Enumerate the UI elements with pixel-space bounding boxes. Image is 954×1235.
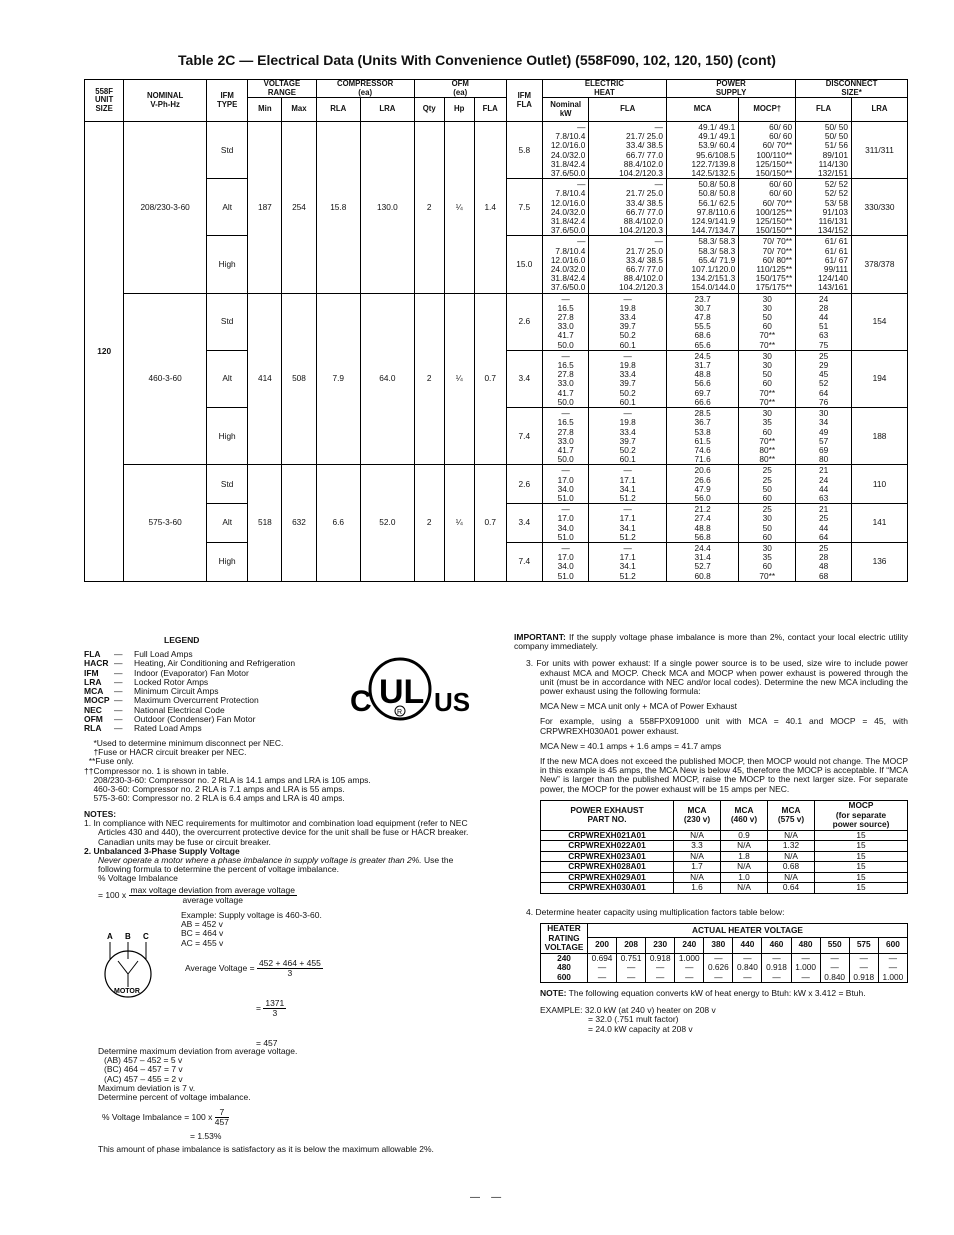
- legend-item: NEC — National Electrical Code: [84, 704, 225, 715]
- ofm-fla-cell: 0.7: [474, 465, 506, 581]
- qty-cell: 2: [414, 122, 444, 294]
- heat-fla-cell: — 21.7/ 25.0 33.4/ 38.5 66.7/ 77.0 88.4/102.0 104.2/120.3: [589, 236, 667, 293]
- disc-fla-cell: 21 24 44 63: [796, 465, 852, 504]
- min-cell: 518: [248, 465, 282, 581]
- ifm-fla-cell: 15.0: [506, 236, 542, 293]
- disc-lra-cell: 136: [852, 542, 908, 581]
- ifm-fla-cell: 5.8: [506, 122, 542, 179]
- kw-cell: — 16.5 27.8 33.0 41.7 50.0: [542, 293, 589, 350]
- voltage-col: 230: [646, 937, 675, 953]
- disc-lra-cell: 194: [852, 350, 908, 407]
- disc-lra-cell: 110: [852, 465, 908, 504]
- voltage-col: 480: [791, 937, 820, 953]
- table-row: [85, 465, 908, 504]
- mca-cell: 50.8/ 50.8 50.8/ 50.8 56.1/ 62.5 97.8/110.6 124.9/141.9 144.7/134.7: [666, 179, 738, 236]
- footnotes: *Used to determine minimum disconnect per NEC. †Fuse or HACR circuit breaker per NEC. **Fuse only. ††Compressor no. 1 is shown in table. 208/230-3-60: Compressor no. 2 RLA is 14.1 amps and LRA is 105 amps. 460-3-60: Compressor no. 2 RLA is 7.1 amps and LRA is 55 amps. 575-3-60: Compressor no. 2 RLA is 6.4 amps and LRA is 40 amps.: [84, 738, 371, 804]
- mca-new-formula: MCA New = MCA unit only + MCA of Power Exhaust: [540, 701, 737, 712]
- ul-c-text: C: [350, 685, 372, 718]
- note-1: 1. In compliance with NEC requirements for multimotor and combination load equipment (refer to NEC Articles 430 and 440), the overcurrent protective device for the unit shall be fuse or HACR breaker. Canadian units may be fuse or circuit breaker.: [84, 818, 469, 847]
- note-2-body: Never operate a motor where a phase imbalance in supply voltage is greater than 2%. Use the following formula to determine the percent of voltage imbalance.: [98, 855, 454, 875]
- disc-fla-cell: 50/ 50 50/ 50 51/ 56 89/101 114/130 132/151: [796, 122, 852, 179]
- pe-header: POWER EXHAUST PART NO.: [541, 800, 674, 830]
- ifm-fla-cell: 7.4: [506, 408, 542, 465]
- mocp-cell: 60/ 60 60/ 60 60/ 70** 100/110** 125/150** 150/150**: [739, 122, 796, 179]
- example-text: Example: Supply voltage is 460-3-60. AB = 452 v BC = 464 v AC = 455 v: [181, 910, 322, 948]
- mocp-cell: 25 25 50 60: [739, 465, 796, 504]
- kw-cell: — 7.8/10.4 12.0/16.0 24.0/32.0 31.8/42.4 37.6/50.0: [542, 122, 589, 179]
- col-disconnect: DISCONNECT SIZE*: [796, 80, 908, 98]
- mca-cell: 24.4 31.4 52.7 60.8: [666, 542, 738, 581]
- mca-cell: 20.6 26.6 47.9 56.0: [666, 465, 738, 504]
- col-ifm-fla: IFM FLA: [506, 80, 542, 122]
- heat-fla-cell: — 21.7/ 25.0 33.4/ 38.5 66.7/ 77.0 88.4/102.0 104.2/120.3: [589, 179, 667, 236]
- electrical-data-table: [84, 79, 908, 582]
- col-mca: MCA: [666, 98, 738, 122]
- voltage-col: 240: [675, 937, 704, 953]
- mocp-cell: 60/ 60 60/ 60 60/ 70** 100/125** 125/150** 150/150**: [739, 179, 796, 236]
- ifm-fla-cell: 3.4: [506, 504, 542, 543]
- disc-lra-cell: 330/330: [852, 179, 908, 236]
- notes-heading: NOTES:: [84, 809, 117, 819]
- svg-text:B: B: [125, 932, 131, 942]
- voltage-col: 550: [820, 937, 849, 953]
- actual-voltage-header: ACTUAL HEATER VOLTAGE: [588, 924, 908, 938]
- heat-fla-cell: — 21.7/ 25.0 33.4/ 38.5 66.7/ 77.0 88.4/102.0 104.2/120.3: [589, 122, 667, 179]
- cul-us-logo-icon: [346, 655, 471, 725]
- table-row: [85, 293, 908, 350]
- disc-fla-cell: 52/ 52 52/ 52 53/ 58 91/103 116/131 134/152: [796, 179, 852, 236]
- mca-cell: 28.5 36.7 53.8 61.5 74.6 71.6: [666, 408, 738, 465]
- ifm-type-cell: High: [206, 236, 247, 293]
- col-fla: FLA: [474, 98, 506, 122]
- disc-fla-cell: 25 28 48 68: [796, 542, 852, 581]
- disc-lra-cell: 311/311: [852, 122, 908, 179]
- ul-us-text: US: [434, 687, 471, 717]
- page-number: — —: [470, 1192, 502, 1203]
- legend-item: MOCP — Maximum Overcurrent Protection: [84, 695, 259, 706]
- lra-cell: 52.0: [361, 465, 415, 581]
- ifm-fla-cell: 3.4: [506, 350, 542, 407]
- imbalance-result: = 1.53%: [190, 1130, 222, 1141]
- qty-cell: 2: [414, 293, 444, 465]
- avg-voltage-formula: Average Voltage = $\frac{452 + 464 + 455}{3}$: [185, 958, 321, 979]
- ifm-fla-cell: 2.6: [506, 465, 542, 504]
- kw-cell: — 16.5 27.8 33.0 41.7 50.0: [542, 408, 589, 465]
- voltage-col: 380: [704, 937, 733, 953]
- heater-factor-table: [540, 923, 908, 983]
- qty-cell: 2: [414, 465, 444, 581]
- svg-text:MOTOR: MOTOR: [114, 988, 140, 996]
- disc-lra-cell: 141: [852, 504, 908, 543]
- heat-fla-cell: — 17.1 34.1 51.2: [589, 465, 667, 504]
- heat-fla-cell: — 19.8 33.4 39.7 50.2 60.1: [589, 293, 667, 350]
- min-cell: 187: [248, 122, 282, 294]
- voltage-cell: 460-3-60: [124, 293, 207, 465]
- mca-cell: 49.1/ 49.1 49.1/ 49.1 53.9/ 60.4 95.6/108.5 122.7/139.8 142.5/132.5: [666, 122, 738, 179]
- mca-cell: 21.2 27.4 48.8 56.8: [666, 504, 738, 543]
- table-row: CRPWREXH029A01 N/A 1.0 N/A 15: [541, 872, 908, 883]
- col-ofm: OFM (ea): [414, 80, 506, 98]
- legend: [84, 650, 295, 734]
- voltage-col: 460: [762, 937, 791, 953]
- mca-cell: 58.3/ 58.3 58.3/ 58.3 65.4/ 71.9 107.1/120.0 134.2/151.3 154.0/144.0: [666, 236, 738, 293]
- ifm-fla-cell: 7.4: [506, 542, 542, 581]
- ifm-type-cell: Alt: [206, 350, 247, 407]
- ofm-fla-cell: 1.4: [474, 122, 506, 294]
- col-qty: Qty: [414, 98, 444, 122]
- svg-text:C: C: [143, 932, 149, 942]
- kw-cell: — 7.8/10.4 12.0/16.0 24.0/32.0 31.8/42.4 37.6/50.0: [542, 236, 589, 293]
- mocp-cell: 30 30 50 60 70** 70**: [739, 350, 796, 407]
- legend-item: IFM — Indoor (Evaporator) Fan Motor: [84, 667, 249, 678]
- deviation-section: Determine maximum deviation from average voltage. (AB) 457 – 452 = 5 v (BC) 464 – 457 = 7 v (AC) 457 – 455 = 2 v Maximum deviation is 7 v. Determine percent of voltage imbalance.: [98, 1046, 298, 1103]
- disc-lra-cell: 154: [852, 293, 908, 350]
- kw-cell: — 7.8/10.4 12.0/16.0 24.0/32.0 31.8/42.4 37.6/50.0: [542, 179, 589, 236]
- lra-cell: 130.0: [361, 122, 415, 294]
- btuh-note: NOTE: The following equation converts kW of heat energy to Btuh: kW x 3.412 = Btuh.: [540, 988, 866, 999]
- note-2-title: 2. Unbalanced 3-Phase Supply Voltage: [84, 845, 240, 856]
- important-note: IMPORTANT: If the supply voltage phase imbalance is more than 2%, contact your local electric utility company immediately.: [514, 632, 908, 652]
- pe-header: MCA (575 v): [768, 800, 815, 830]
- disc-fla-cell: 25 29 45 52 64 76: [796, 350, 852, 407]
- ifm-type-cell: Std: [206, 122, 247, 179]
- power-exhaust-table: [540, 800, 908, 894]
- col-rla: RLA: [316, 98, 360, 122]
- heater-rating-header: HEATER RATING VOLTAGE: [541, 924, 588, 954]
- avg-voltage-step: = $\frac{1371}{3}$: [256, 998, 285, 1019]
- table-row: CRPWREXH022A01 3.3 N/A 1.32 15: [541, 841, 908, 852]
- pe-header: MCA (230 v): [674, 800, 721, 830]
- mocp-paragraph: If the new MCA does not exceed the published MOCP, then MOCP would not change. The MOCP in this example is 45 amps, the MCA New is below 45, therefore the MOCP is acceptable. If “MCA New” is larger than the published MOCP, raise the MOCP to the next larger size. For separate power, the MOCP for the power exhaust will be 15 amps per NEC.: [540, 756, 908, 794]
- lra-cell: 64.0: [361, 293, 415, 465]
- heat-fla-cell: — 19.8 33.4 39.7 50.2 60.1: [589, 350, 667, 407]
- voltage-col: 208: [617, 937, 646, 953]
- table-row: 240 480 600 0.694 — — 0.751 — — 0.918 — — 1.000 — — — 0.626 — — 0.840 — — 0.918 — — 1.000 — — — 0.840 — — 0.918 — — 1.000: [541, 953, 908, 983]
- ul-reg-text: R: [397, 709, 403, 716]
- col-disc-lra: LRA: [852, 98, 908, 122]
- rla-cell: 7.9: [316, 293, 360, 465]
- page-title: Table 2C — Electrical Data (Units With Convenience Outlet) (558F090, 102, 120, 150) (cont): [178, 52, 776, 68]
- ifm-type-cell: High: [206, 542, 247, 581]
- col-electric-heat: ELECTRIC HEAT: [542, 80, 666, 98]
- ifm-fla-cell: 7.5: [506, 179, 542, 236]
- rla-cell: 6.6: [316, 465, 360, 581]
- col-disc-fla: FLA: [796, 98, 852, 122]
- mocp-cell: 30 30 50 60 70** 70**: [739, 293, 796, 350]
- ifm-type-cell: Std: [206, 465, 247, 504]
- col-ifm-type: IFM TYPE: [206, 80, 247, 122]
- col-mocp: MOCP†: [739, 98, 796, 122]
- notes-section: [84, 810, 479, 1154]
- note-4: 4. Determine heater capacity using multiplication factors table below:: [526, 906, 785, 917]
- mca-cell: 23.7 30.7 47.8 55.5 68.6 65.6: [666, 293, 738, 350]
- table-row: CRPWREXH021A01 N/A 0.9 N/A 15: [541, 830, 908, 841]
- kw-cell: — 16.5 27.8 33.0 41.7 50.0: [542, 350, 589, 407]
- legend-item: LRA — Locked Rotor Amps: [84, 676, 209, 687]
- mca-cell: 24.5 31.7 48.8 56.6 69.7 66.6: [666, 350, 738, 407]
- legend-heading: LEGEND: [164, 635, 200, 645]
- mocp-cell: 70/ 70** 70/ 70** 60/ 80** 110/125** 150/175** 175/175**: [739, 236, 796, 293]
- col-unit-size: 558F UNIT SIZE: [85, 80, 124, 122]
- svg-text:A: A: [107, 932, 113, 942]
- col-hp: Hp: [444, 98, 474, 122]
- imbalance-formula: = 100 x $\frac{\text{max voltage deviation from average voltage}}{\text{average voltage}}$: [98, 884, 295, 905]
- voltage-col: 575: [849, 937, 878, 953]
- hp-cell: ¼: [444, 293, 474, 465]
- max-cell: 632: [282, 465, 316, 581]
- mocp-cell: 30 35 60 70**: [739, 542, 796, 581]
- legend-item: RLA — Rated Load Amps: [84, 723, 202, 734]
- voltage-col: 200: [588, 937, 617, 953]
- min-cell: 414: [248, 293, 282, 465]
- max-cell: 508: [282, 293, 316, 465]
- voltage-col: 440: [733, 937, 762, 953]
- pct-imbalance-label: % Voltage Imbalance: [98, 873, 178, 884]
- ifm-type-cell: Alt: [206, 504, 247, 543]
- disc-fla-cell: 21 25 44 64: [796, 504, 852, 543]
- col-nominal-kw: Nominal kW: [542, 98, 589, 122]
- kw-cell: — 17.0 34.0 51.0: [542, 465, 589, 504]
- avg-voltage-result: = 457: [256, 1038, 278, 1049]
- disc-lra-cell: 188: [852, 408, 908, 465]
- col-heat-fla: FLA: [589, 98, 667, 122]
- table-row: CRPWREXH023A01 N/A 1.8 N/A 15: [541, 851, 908, 862]
- hp-cell: ¼: [444, 122, 474, 294]
- col-lra: LRA: [361, 98, 415, 122]
- heat-fla-cell: — 17.1 34.1 51.2: [589, 504, 667, 543]
- right-column: [514, 633, 908, 1034]
- legend-item: OFM — Outdoor (Condenser) Fan Motor: [84, 714, 256, 725]
- mocp-cell: 30 35 60 70** 80** 80**: [739, 408, 796, 465]
- col-voltage-range: VOLTAGE RANGE: [248, 80, 316, 98]
- power-exhaust-example: For example, using a 558FPX091000 unit with MCA = 40.1 and MOCP = 45, with CRPWREXH030A01 power exhaust.: [540, 716, 908, 736]
- mca-new-calc: MCA New = 40.1 amps + 1.6 amps = 41.7 amps: [540, 740, 722, 751]
- heat-fla-cell: — 19.8 33.4 39.7 50.2 60.1: [589, 408, 667, 465]
- ofm-fla-cell: 0.7: [474, 293, 506, 465]
- voltage-cell: 208/230-3-60: [124, 122, 207, 294]
- col-min: Min: [248, 98, 282, 122]
- hp-cell: ¼: [444, 465, 474, 581]
- col-nominal: NOMINAL V-Ph-Hz: [124, 80, 207, 122]
- heat-fla-cell: — 17.1 34.1 51.2: [589, 542, 667, 581]
- heater-example: EXAMPLE: 32.0 kW (at 240 v) heater on 208 v = 32.0 (.751 mult factor) = 24.0 kW capacity at 208 v: [540, 1005, 716, 1034]
- mocp-cell: 25 30 50 60: [739, 504, 796, 543]
- rla-cell: 15.8: [316, 122, 360, 294]
- legend-item: HACR — Heating, Air Conditioning and Refrigeration: [84, 658, 296, 669]
- ifm-type-cell: Std: [206, 293, 247, 350]
- col-power-supply: POWER SUPPLY: [666, 80, 795, 98]
- ifm-fla-cell: 2.6: [506, 293, 542, 350]
- ifm-type-cell: High: [206, 408, 247, 465]
- table-row: [85, 122, 908, 179]
- motor-diagram-icon: [98, 929, 160, 1001]
- ul-center-text: UL: [379, 673, 425, 711]
- table-row: CRPWREXH028A01 1.7 N/A 0.68 15: [541, 862, 908, 873]
- voltage-col: 600: [878, 937, 907, 953]
- col-max: Max: [282, 98, 316, 122]
- disc-fla-cell: 61/ 61 61/ 61 61/ 67 99/111 124/140 143/161: [796, 236, 852, 293]
- disc-fla-cell: 30 34 49 57 69 80: [796, 408, 852, 465]
- pe-header: MOCP (for separate power source): [815, 800, 908, 830]
- table-row: CRPWREXH030A01 1.6 N/A 0.64 15: [541, 883, 908, 894]
- imbalance-calc: % Voltage Imbalance = 100 x $\frac{7}{457}$: [102, 1107, 229, 1128]
- pe-header: MCA (460 v): [721, 800, 768, 830]
- voltage-cell: 575-3-60: [124, 465, 207, 581]
- disc-fla-cell: 24 28 44 51 63 75: [796, 293, 852, 350]
- disc-lra-cell: 378/378: [852, 236, 908, 293]
- legend-item: FLA — Full Load Amps: [84, 649, 193, 659]
- imbalance-conclusion: This amount of phase imbalance is satisfactory as it is below the maximum allowable 2%.: [98, 1143, 434, 1154]
- col-compressor: COMPRESSOR (ea): [316, 80, 414, 98]
- kw-cell: — 17.0 34.0 51.0: [542, 504, 589, 543]
- legend-item: MCA — Minimum Circuit Amps: [84, 686, 219, 697]
- max-cell: 254: [282, 122, 316, 294]
- kw-cell: — 17.0 34.0 51.0: [542, 542, 589, 581]
- note-3: 3. For units with power exhaust: If a single power source is to be used, size wire to include power exhaust MCA and MOCP. Check MCA and MOCP when power exhaust is powered through the unit (must be in accordance with NEC and/or local codes). Determine the new MCA including the power exhaust using the following formula:: [526, 658, 908, 697]
- unit-size-cell: 120: [85, 122, 124, 582]
- ifm-type-cell: Alt: [206, 179, 247, 236]
